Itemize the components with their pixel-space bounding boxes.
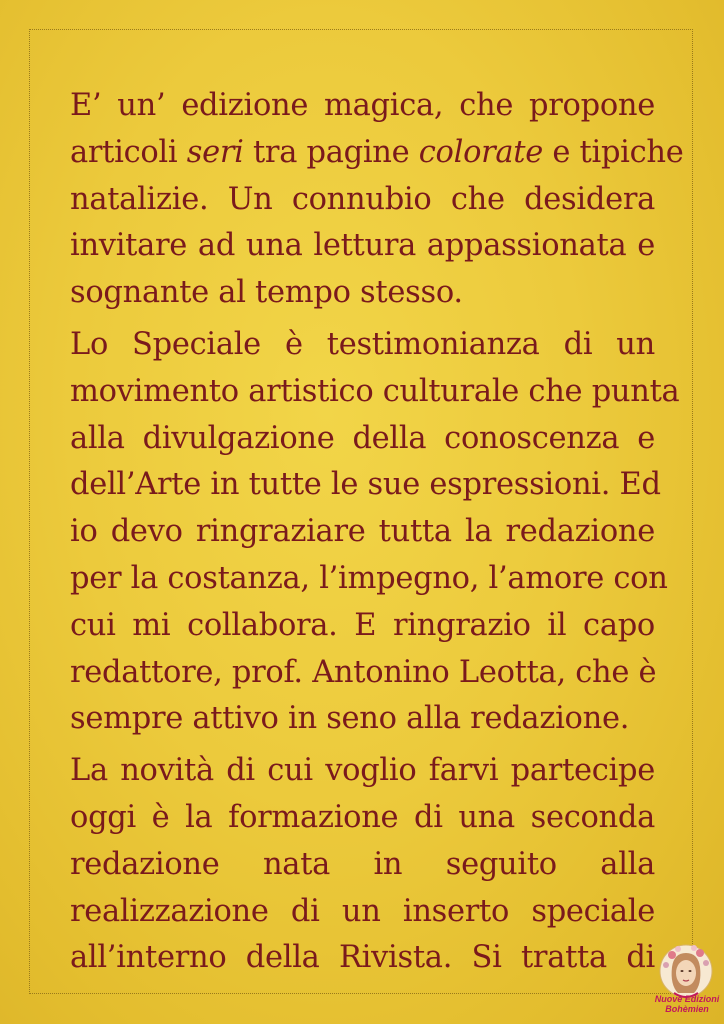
text-run: invitare ad una lettura appassionata e <box>70 228 655 264</box>
text-run: movimento artistico culturale che punta <box>70 373 680 409</box>
text-run: oggi è la formazione di una seconda <box>70 799 655 835</box>
text-line <box>70 935 655 982</box>
article-body <box>70 83 684 987</box>
text-line <box>70 177 655 224</box>
text-line <box>70 748 655 795</box>
logo-caption <box>650 994 724 1014</box>
text-line <box>70 462 661 509</box>
text-run: articoli <box>70 134 187 170</box>
text-run: sognante al tempo stesso. <box>70 275 463 311</box>
text-run: redattore, prof. Antonino Leotta, che è <box>70 654 657 690</box>
text-run: io devo ringraziare tutta la redazione <box>70 514 655 550</box>
text-line <box>70 889 655 936</box>
logo-line-1: Nuove Edizioni <box>654 994 720 1004</box>
text-run: Lo Speciale è testimonianza di un <box>70 326 655 362</box>
text-run: sempre attivo in seno alla redazione. <box>70 701 630 737</box>
text-run: e tipiche <box>543 134 684 170</box>
text-line <box>70 270 655 317</box>
text-run: per la costanza, l’impegno, l’amore con <box>70 560 668 596</box>
text-line <box>70 130 684 177</box>
text-run: cui mi collabora. E ringrazio il capo <box>70 607 655 643</box>
text-run: alla divulgazione della conoscenza e <box>70 420 655 456</box>
paragraph-3 <box>70 748 655 982</box>
text-run: all’interno della Rivista. Si tratta di <box>70 940 655 976</box>
emphasis-text: colorate <box>418 134 543 170</box>
paragraph-1 <box>70 83 684 317</box>
logo-line-2: Bohèmien <box>665 1004 709 1014</box>
text-line <box>70 842 655 889</box>
text-run: natalizie. Un connubio che desidera <box>70 181 655 217</box>
text-line <box>70 603 655 650</box>
paragraph-2 <box>70 322 680 743</box>
text-line <box>70 509 655 556</box>
text-run: redazione nata in seguito alla <box>70 846 655 882</box>
text-line <box>70 650 655 697</box>
text-line <box>70 696 655 743</box>
text-run: dell’Arte in tutte le sue espressioni. Ed <box>70 467 661 503</box>
text-run: La novità di cui voglio farvi partecipe <box>70 753 655 789</box>
text-line <box>70 795 655 842</box>
text-line <box>70 322 655 369</box>
text-run: E’ un’ edizione magica, che propone <box>70 88 655 123</box>
text-line <box>70 556 668 603</box>
emphasis-text: seri <box>186 134 244 170</box>
text-line <box>70 223 655 270</box>
text-line <box>70 416 655 463</box>
text-line <box>70 369 680 416</box>
text-run: tra pagine <box>243 134 419 170</box>
text-run: realizzazione di un inserto speciale <box>70 893 655 929</box>
text-line <box>70 83 655 130</box>
